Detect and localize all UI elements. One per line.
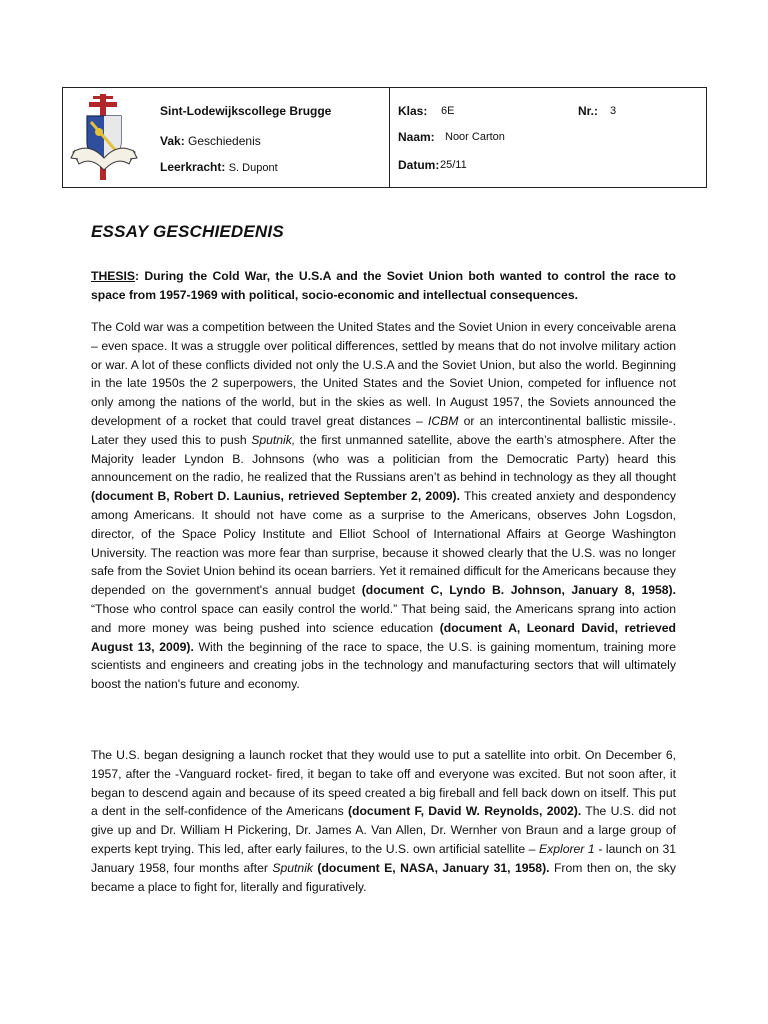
citation: (document B, Robert D. Launius, retrieved September 2, 2009).	[91, 489, 460, 504]
date-value: 25/11	[440, 159, 467, 171]
citation: (document F, David W. Reynolds, 2002).	[347, 804, 582, 819]
thesis-label: THESIS	[91, 269, 136, 283]
number-label: Nr.:	[578, 104, 599, 118]
number-value: 3	[610, 105, 617, 117]
thesis-paragraph	[91, 267, 676, 305]
date-label: Datum:	[398, 158, 440, 172]
thesis-text: : During the Cold War, the U.S.A and the Soviet Union both wanted to control the race to space from 1957-1969 with political, socio-economic and intellectual consequences.	[91, 269, 676, 302]
school-name: Sint-Lodewijkscollege Brugge	[160, 104, 332, 118]
school-crest-logo	[69, 92, 139, 184]
name-value: Noor Carton	[445, 131, 505, 143]
class-label: Klas:	[398, 104, 428, 118]
paragraph-1: The Cold war was a competition between the United States and the Soviet Union in every conceivable arena – even space. It was a struggle over political differences, settled by means that do not involve military action or war. A lot of these conflicts divided not only the U.S.A and the Soviet Union, but also the world. Beginning in the late 1950s the 2 superpowers, the United States and the Soviet Union, competed for influence not only among the nations of the world, but in the skies as well. In August 1957, the Soviets announced the development of a rocket that could travel great distances – ICBM or an intercontinental ballistic missile-. Later they used this to push Sputnik, the first unmanned satellite, above the earth’s atmosphere. After the Majority leader Lyndon B. Johnsons (who was a politician from the Democratic Party) heard this announcement on the radio, he realized that the Russians aren’t as behind in technology as they all thought (document B, Robert D. Launius, retrieved September 2, 2009). This created anxiety and despondency among Americans. It should not have come as a surprise to the Americans, observes John Logsdon, director, of the Space Policy Institute and Elliot School of International Affairs at George Washington University. The reaction was more fear than surprise, because it showed clearly that the U.S. was no longer safe from the Soviet Union behind its ocean barriers. Yet it remained difficult for the Americans because they depended on the government's annual budget (document C, Lyndo B. Johnson, January 8, 1958). “Those who control space can easily control the world.” That being said, the Americans sprang into action and more money was being pushed into science education (document A, Leonard David, retrieved August 13, 2009). With the beginning of the race to space, the U.S. is gaining momentum, training more scientists and engineers and creating jobs in the technology and manufacturing sectors that will ultimately boost the nation's future and economy.	[91, 320, 676, 692]
citation: (document A, Leonard David, retrieved August 13, 2009).	[91, 620, 676, 654]
essay-title: ESSAY GESCHIEDENIS	[91, 222, 284, 241]
paragraph-2: The U.S. began designing a launch rocket that they would use to put a satellite into orbit. On December 6, 1957, after the -Vanguard rocket- fired, it began to take off and everyone was excited. But not soon after, it began to descend again and because of its speed created a big fireball and fell back down on itself. This put a dent in the self-confidence of the Americans (document F, David W. Reynolds, 2002). The U.S. did not give up and Dr. William H Pickering, Dr. James A. Van Allen, Dr. Wernher von Braun and a large group of experts kept trying. This led, after early failures, to the U.S. own artificial satellite – Explorer 1 - launch on 31 January 1958, four months after Sputnik (document E, NASA, January 31, 1958). From then on, the sky became a place to fight for, literally and figuratively.	[91, 748, 676, 894]
citation: (document E, NASA, January 31, 1958).	[313, 860, 550, 875]
class-value: 6E	[441, 105, 455, 117]
name-label: Naam:	[398, 130, 435, 144]
header-divider	[389, 88, 390, 187]
subject-line: Vak: Geschiedenis	[160, 134, 261, 148]
teacher-line: Leerkracht: S. Dupont	[160, 160, 278, 174]
term-sputnik: Sputnik	[272, 860, 313, 875]
subject-value: Geschiedenis	[188, 134, 261, 148]
header-table	[62, 87, 707, 188]
citation: (document C, Lyndo B. Johnson, January 8, 1958).	[361, 583, 676, 598]
term-explorer: Explorer 1 -	[538, 841, 603, 856]
term-icbm: ICBM	[427, 413, 459, 428]
term-sputnik: Sputnik,	[251, 432, 296, 447]
teacher-value: S. Dupont	[228, 162, 278, 174]
